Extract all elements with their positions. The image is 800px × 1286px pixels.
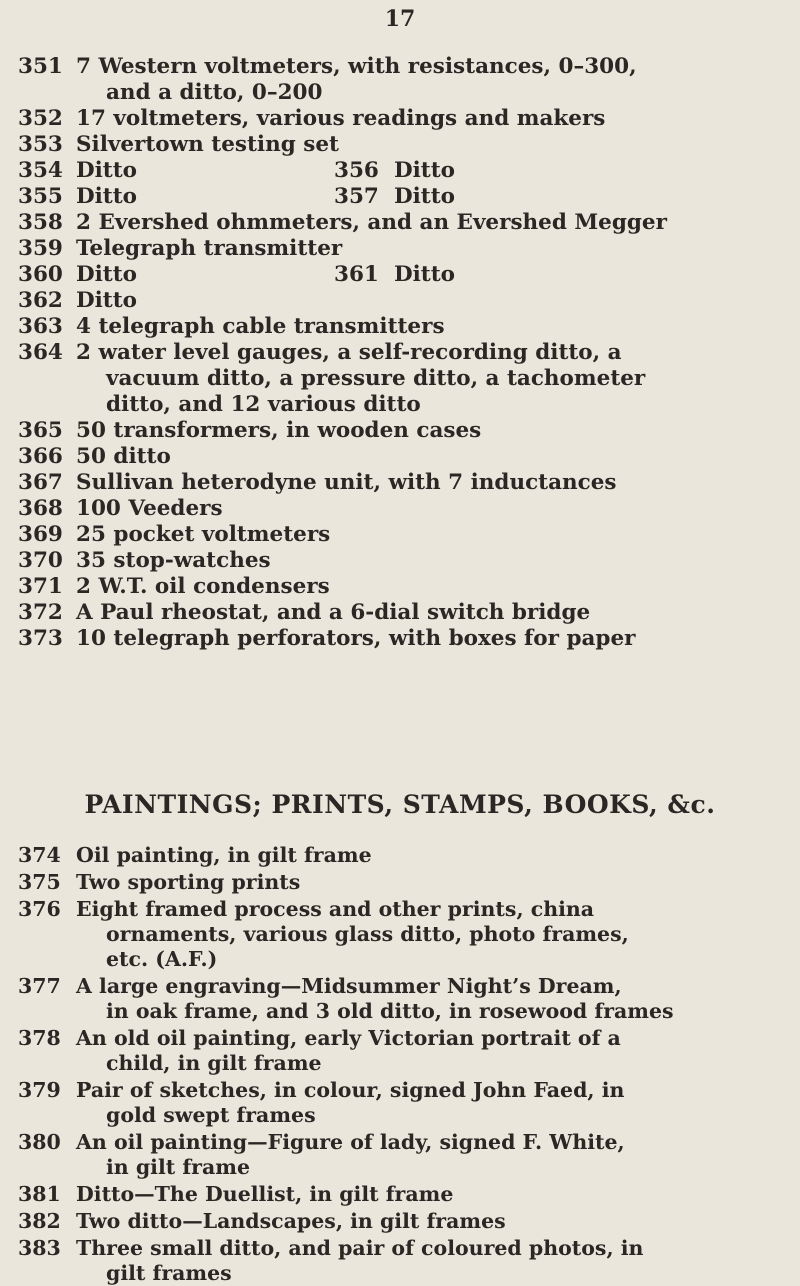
page-number: 17 <box>384 6 416 32</box>
lot-number: 353 <box>18 132 63 157</box>
lot-description: Silvertown testing set <box>76 132 339 157</box>
lot-number: 357 <box>334 184 379 209</box>
lot-number: 366 <box>18 444 63 469</box>
lot-number: 382 <box>18 1209 61 1233</box>
lot-number: 360 <box>18 262 63 287</box>
lot-description: 10 telegraph perforators, with boxes for paper <box>76 626 636 651</box>
lot-number: 367 <box>18 470 63 495</box>
lot-number: 371 <box>18 574 63 599</box>
lot-description: Pair of sketches, in colour, signed John Faed, in <box>76 1078 625 1102</box>
lot-description-cont: and a ditto, 0–200 <box>106 80 323 105</box>
lot-number: 361 <box>334 262 379 287</box>
lot-description: 25 pocket voltmeters <box>76 522 331 547</box>
lot-description: 50 transformers, in wooden cases <box>76 418 482 443</box>
lot-description: Ditto <box>394 184 456 209</box>
lot-description-cont: ornaments, various glass ditto, photo frames, <box>106 922 629 946</box>
lot-description: 100 Veeders <box>76 496 223 521</box>
lot-description: Ditto <box>394 262 456 287</box>
section-heading: PAINTINGS; PRINTS, STAMPS, BOOKS, &c. <box>84 790 716 819</box>
lot-description-cont: in gilt frame <box>106 1155 250 1179</box>
lot-number: 376 <box>18 897 61 921</box>
lot-number: 362 <box>18 288 63 313</box>
lot-description: 2 water level gauges, a self-recording ditto, a <box>76 340 622 365</box>
lot-number: 381 <box>18 1182 61 1206</box>
lot-number: 354 <box>18 158 63 183</box>
lot-description: Ditto—The Duellist, in gilt frame <box>76 1182 454 1206</box>
lot-number: 363 <box>18 314 63 339</box>
lot-description-cont: gilt frames <box>106 1261 232 1285</box>
lot-number: 375 <box>18 870 61 894</box>
lot-description-cont: child, in gilt frame <box>106 1051 322 1075</box>
lot-description: Two sporting prints <box>76 870 301 894</box>
lot-description: Ditto <box>76 288 138 313</box>
lot-number: 355 <box>18 184 63 209</box>
lot-description: Ditto <box>76 262 138 287</box>
lot-description: Two ditto—Landscapes, in gilt frames <box>76 1209 506 1233</box>
lot-number: 364 <box>18 340 63 365</box>
lot-description: Three small ditto, and pair of coloured photos, in <box>76 1236 644 1260</box>
lot-description: 2 W.T. oil condensers <box>76 574 330 599</box>
lot-description: An old oil painting, early Victorian portrait of a <box>76 1026 621 1050</box>
lot-description: 17 voltmeters, various readings and makers <box>76 106 606 131</box>
lot-number: 379 <box>18 1078 61 1102</box>
lot-description: Ditto <box>76 184 138 209</box>
lot-number: 380 <box>18 1130 61 1154</box>
lot-description: A Paul rheostat, and a 6-dial switch bridge <box>76 600 591 625</box>
lot-number: 365 <box>18 418 63 443</box>
lot-number: 372 <box>18 600 63 625</box>
lot-description: 50 ditto <box>76 444 171 469</box>
lot-number: 351 <box>18 54 63 79</box>
lot-description: 7 Western voltmeters, with resistances, 0–300, <box>76 54 637 79</box>
lot-description-cont: ditto, and 12 various ditto <box>106 392 421 417</box>
lot-description: 4 telegraph cable transmitters <box>76 314 445 339</box>
lot-description-cont: vacuum ditto, a pressure ditto, a tachometer <box>106 366 646 391</box>
lot-description-cont: gold swept frames <box>106 1103 316 1127</box>
lot-description: A large engraving—Midsummer Night’s Dream, <box>76 974 622 998</box>
lot-description: An oil painting—Figure of lady, signed F. White, <box>76 1130 625 1154</box>
lot-description: Sullivan heterodyne unit, with 7 inductances <box>76 470 617 495</box>
lot-number: 359 <box>18 236 63 261</box>
lot-number: 352 <box>18 106 63 131</box>
lot-description: Oil painting, in gilt frame <box>76 843 372 867</box>
lot-description: 2 Evershed ohmmeters, and an Evershed Megger <box>76 210 667 235</box>
lot-number: 378 <box>18 1026 61 1050</box>
lot-number: 383 <box>18 1236 61 1260</box>
lot-description: Telegraph transmitter <box>76 236 343 261</box>
lot-number: 373 <box>18 626 63 651</box>
lot-number: 358 <box>18 210 63 235</box>
lot-description: 35 stop-watches <box>76 548 271 573</box>
lot-description: Eight framed process and other prints, china <box>76 897 595 921</box>
lot-description-cont: in oak frame, and 3 old ditto, in rosewood frames <box>106 999 674 1023</box>
lot-description: Ditto <box>76 158 138 183</box>
lot-number: 356 <box>334 158 379 183</box>
lot-number: 377 <box>18 974 61 998</box>
lot-number: 374 <box>18 843 61 867</box>
lot-description: Ditto <box>394 158 456 183</box>
lot-number: 370 <box>18 548 63 573</box>
lot-number: 369 <box>18 522 63 547</box>
lot-number: 368 <box>18 496 63 521</box>
lot-description-cont: etc. (A.F.) <box>106 947 218 971</box>
